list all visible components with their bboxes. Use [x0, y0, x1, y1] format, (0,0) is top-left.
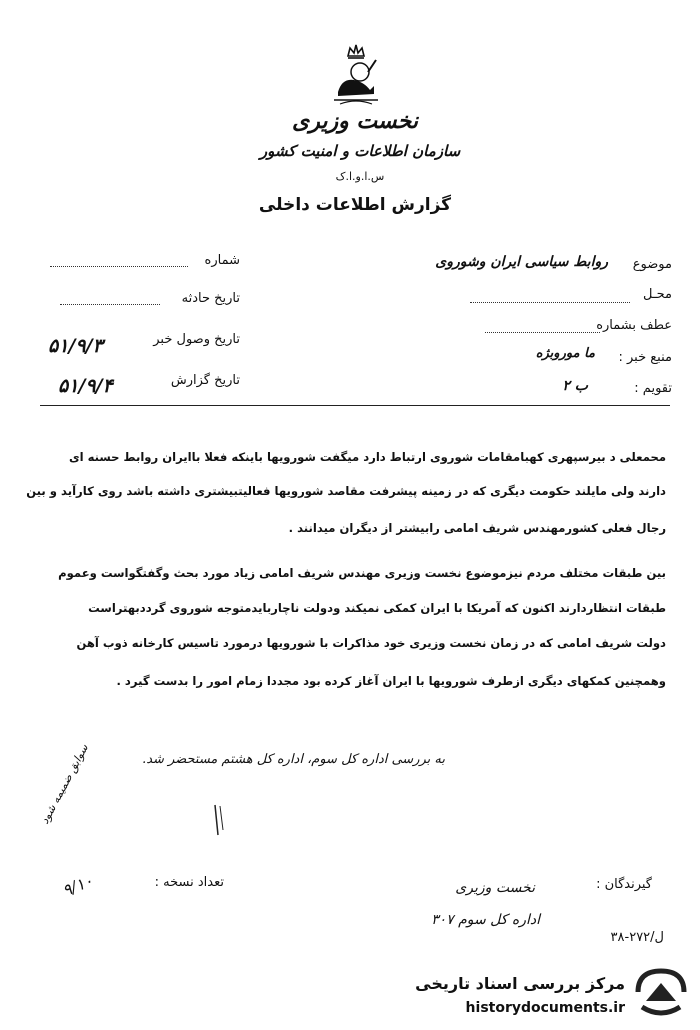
- body-line-7: وهمچنین کمکهای دیگری ازطرف شورویها با ایران آغاز کرده بود مجددا زمام امور را بدست گیرد .: [116, 674, 666, 688]
- report-type: گزارش اطلاعات داخلی: [258, 195, 452, 215]
- field-calendar-label: تقویم :: [634, 381, 672, 396]
- field-source-label: منبع خبر :: [618, 350, 672, 365]
- field-location-line: [470, 302, 630, 303]
- lion-and-sun-emblem-icon: [330, 42, 382, 106]
- footer-site-name: مرکز بررسی اسناد تاریخی: [415, 974, 625, 993]
- field-calendar-value: ب ٢: [562, 378, 588, 394]
- side-note: سوابق ضمیمه شود: [38, 742, 91, 827]
- body-line-5: طبقات انتظاردارند اکنون که آمریکا با ایران کمکی نمیکند ودولت ناچاربایدمتوجه شوروی گرددبهتراست: [88, 601, 666, 615]
- field-incident-date-label: تاریخ حادثه: [181, 291, 240, 306]
- body-line-2: دارند ولی مایلند حکومت دیگری که در زمینه پیشرفت مقاصد شورویها فعالیتبیشتری داشته باشد روی کارآید و بین: [26, 484, 666, 498]
- field-reference-label: عطف بشماره: [596, 318, 672, 333]
- field-incident-date-line: [60, 304, 160, 305]
- header-organization: سازمان اطلاعات و امنیت کشور: [259, 142, 461, 160]
- field-number-line: [50, 266, 188, 267]
- history-documents-logo-icon: [632, 965, 690, 1019]
- handwritten-note: به بررسی اداره کل سوم، اداره کل هشتم مستحضر شد.: [142, 752, 445, 767]
- header-title: نخست وزیری: [292, 108, 418, 134]
- field-reference-line: [485, 332, 600, 333]
- field-number-label: شماره: [204, 253, 240, 268]
- recipient-2: اداره کل سوم ۳۰۷: [431, 912, 540, 928]
- header-divider: [40, 405, 670, 406]
- recipient-1: نخست وزیری: [455, 880, 535, 896]
- field-location-label: محـل: [642, 287, 672, 302]
- field-report-date-label: تاریخ گزارش: [170, 373, 240, 388]
- body-line-4: بین طبقات مختلف مردم نیزموضوع نخست وزیری مهندس شریف امامی زیاد مورد بحث وگفتگواست وعموم: [58, 566, 666, 580]
- document-code: ل/۲۷۲-۳۸: [610, 930, 664, 945]
- field-subject-value: روابط سیاسی ایران وشوروی: [435, 254, 608, 270]
- field-received-date-label: تاریخ وصول خبر: [153, 332, 240, 347]
- field-report-date-value: ۵۱/۹/۴: [58, 375, 113, 397]
- field-received-date-value: ۵۱/۹/۳: [48, 335, 103, 357]
- field-source-value: ما موروبژه: [535, 346, 595, 361]
- header-code: س.ا.و.ا.ک: [335, 170, 385, 183]
- body-line-3: رجال فعلی کشورمهندس شریف امامی رابیشتر از دیگران میدانند .: [288, 521, 666, 535]
- body-line-1: محمعلی د بیرسپهری کهبامقامات شوروی ارتباط دارد میگفت شورویها باینکه فعلا باایران روابط حسنه ای: [68, 450, 666, 464]
- date-stamp: ۹/۱۰: [59, 870, 96, 901]
- body-line-6: دولت شریف امامی که در زمان نخست وزیری خود مذاکرات با شورویها درمورد تاسیس کارخانه ذوب آهن: [76, 636, 666, 650]
- copies-label: تعداد نسخه :: [154, 875, 224, 890]
- footer-url[interactable]: historydocuments.ir: [465, 1000, 625, 1016]
- margin-mark-icon: [120, 800, 230, 840]
- field-subject-label: موضوع: [632, 257, 672, 272]
- recipients-label: گیرندگان :: [596, 877, 652, 892]
